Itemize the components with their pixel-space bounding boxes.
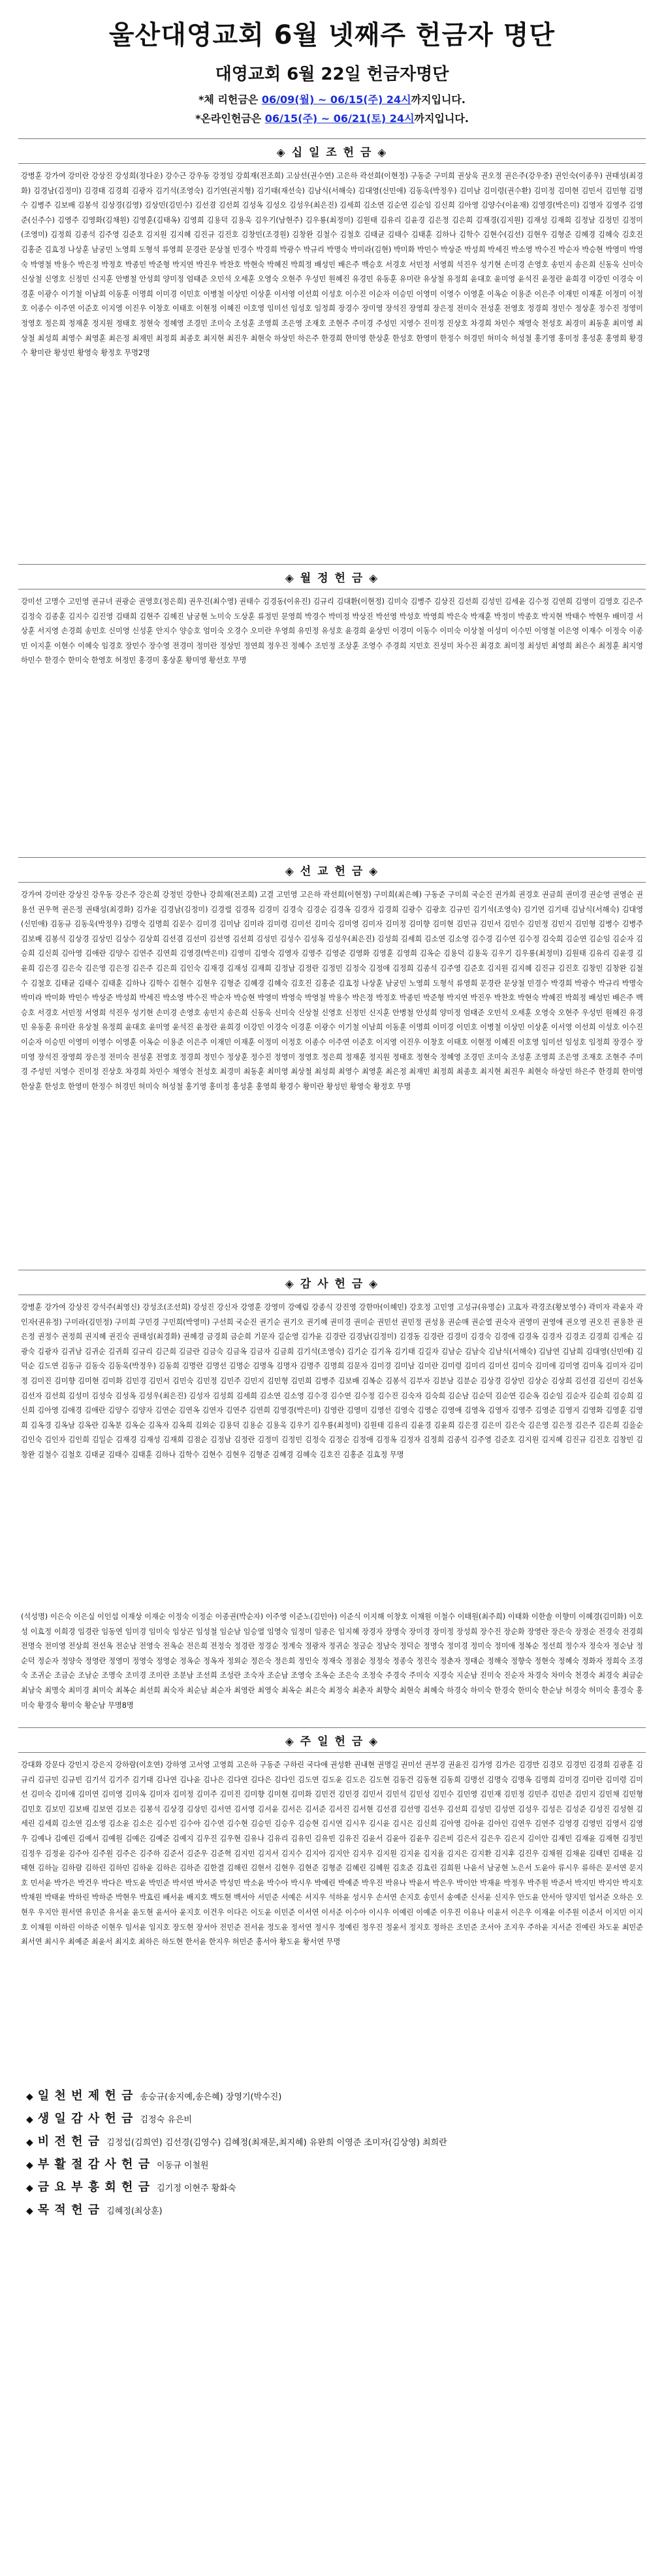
misc-row-friday-revival [26, 2178, 638, 2201]
misc-row-vision [26, 2132, 638, 2155]
misc-label-text: 생 일 감 사 헌 금 [37, 2112, 134, 2126]
section-sunday-heading: ◈ 주 일 헌 금 ◈ [18, 1727, 646, 1753]
misc-label-text: 금 요 부 흥 회 헌 금 [37, 2180, 151, 2194]
section-mission-heading: ◈ 선 교 헌 금 ◈ [18, 857, 646, 883]
misc-label-purpose [26, 2201, 100, 2218]
notice-online-prefix: *온라인헌금은 [195, 112, 265, 125]
misc-value-easter: 이동규 이철원 [157, 2161, 209, 2171]
misc-label-thousand [26, 2086, 133, 2103]
notice-transfer-suffix: 까지입니다. [411, 93, 466, 106]
section-thanks-names-1: 강병훈 강가여 강상진 강석주(최영신) 강성조(조선희) 강성진 강신자 강영훈 강영미 강예림 강종식 강진영 강한마(이혜민) 강호정 고민영 고성규(유명순) 고효자 곽경조(황보영수) 곽미자 곽윤자 곽인자(권유정) 구미라(김민정) 구미희 구민경 구민희(박영미) 구선희 국순진 권기순 권기오 권기혜 권미경 권미순 권민선 권민정 권성용 권순매 권순열 권숙자 권영미 권영애 권오영 권오진 권용찬 권은정 권정수 권정희 권지혜 권진숙 권태성(최경화) 권혜경 금경희 금순희 기문자 길순영 김가윤 김경란 김경남(김정미) 김경동 김경란 김경미 김경숙 김경애 김경옥 김경자 김경조 김경희 김계순 김광숙 김광자 김귀남 김귀순 김귀희 김규리 김근희 김금란 김금숙 김금옥 김금자 김금희 김기석(조영숙) 김기순 김기옥 김기태 김길자 김남순 김남숙 김남식(서해숙) 김남연 김남희 김대영(신민애) 김덕순 김도연 김동규 김동숙 김동욱(박정우) 김동희 김명란 김명선 김명순 김명옥 김명자 김명주 김명희 김문자 김미경 김미남 김미란 김미령 김미리 김미선 김미숙 김미애 김미영 김미옥 김미자 김미정 김미진 김미향 김미현 김미화 김민경 김민서 김민숙 김민정 김민주 김민지 김민형 김민희 김병주 김보배 김복순 김봉석 김부자 김분남 김분순 김상경 김상민 김상순 김상희 김선겸 김선미 김선옥 김선자 김선희 김성미 김성숙 김성옥 김성우(최은진) 김성자 김성희 김세희 김소연 김소영 김수경 김수연 김수정 김수진 김숙자 김숙희 김순남 김순덕 김순연 김순옥 김순임 김순자 김순희 김승희 김신희 김아영 김애경 김애란 김양수 김양자 김연순 김연옥 김연자 김연주 김연희 김영경(박은미) 김영란 김영미 김영선 김영숙 김영순 김영애 김영옥 김영자 김영주 김영준 김영지 김영화 김영훈 김영희 김옥경 김옥남 김옥란 김옥분 김옥순 김옥자 김옥희 김외순 김용덕 김용순 김용욱 김우기 김우룡(최정미) 김원태 김유리 김윤경 김윤희 김은경 김은미 김은숙 김은영 김은정 김은주 김은희 김을순 김인숙 김인자 김인희 김일순 김재경 김재성 김재희 김점순 김정남 김정란 김정미 김정민 김정숙 김정순 김정애 김정옥 김정자 김정희 김종석 김주영 김준호 김지원 김지혜 김진규 김진호 김창민 김창완 김철수 김철호 김태균 김태수 김태훈 김하나 김학수 김현수 김현우 김형준 김혜경 김혜숙 김호진 김홍준 김효정 무명 [21, 1303, 643, 1459]
section-monthly [18, 564, 646, 851]
section-thanks-names-2: (석성명) 이은숙 이은실 이인섭 이재상 이재순 이정숙 이정순 이종권(박순자) 이주영 이준노(김민아) 이준식 이지해 이창호 이채원 이철수 이태원(최주희) 이태화 이한솔 이향미 이혜경(김미화) 이호성 이효정 이희경 임경란 임동연 임미경 임미숙 임상곤 임성철 임순남 임승열 임영숙 임정미 임종은 임지혜 장경자 장명숙 장미경 장미정 장성희 장수진 장순화 장영란 장은숙 장정순 전경숙 전경희 전명숙 전미영 전상희 전선옥 전순남 전영숙 전옥순 전은희 전정숙 정경란 정경순 정계숙 정광자 정귀순 정금순 정남숙 정덕순 정명숙 정미경 정미숙 정미애 정복순 정선희 정수자 정숙자 정순남 정순덕 정순자 정양숙 정영란 정영미 정영숙 정영순 정옥순 정옥자 정외순 정은숙 정은희 정인숙 정재숙 정점순 정정숙 정종숙 정진숙 정춘자 정태순 정해숙 정향숙 정현숙 정혜숙 정화자 정희숙 조경숙 조귀순 조금순 조남순 조명숙 조미경 조미란 조분남 조선희 조성란 조숙자 조순남 조영숙 조옥순 조은숙 조정숙 주경숙 주미숙 지경숙 지순남 진미숙 진순자 차경숙 차미숙 천경숙 최경숙 최금순 최남숙 최명숙 최미경 최미숙 최복순 최선희 최숙자 최순남 최순자 최영란 최영숙 최옥순 최은숙 최정숙 최춘자 최향숙 최현숙 최혜숙 하경숙 하미숙 한경숙 한미숙 한순남 허경숙 허미숙 홍경숙 홍미숙 황경숙 황미숙 황순남 무명8명 [21, 1612, 643, 1710]
page-subtitle: 대영교회 6월 22일 헌금자명단 [215, 65, 449, 84]
misc-value-vision: 김정섭(김희연) 김선경(김영수) 김혜정(최재문,최지혜) 유완희 이영준 조미자(김상영) 최희란 [106, 2138, 447, 2148]
misc-label-birthday [26, 2109, 133, 2126]
misc-value-birthday: 김정숙 유은비 [140, 2115, 192, 2125]
misc-label-friday-revival [26, 2178, 150, 2195]
section-monthly-names: 강미선 고명수 고민영 권규녀 권광순 권영호(정은희) 권우진(최수영) 권태수 김경동(이유진) 김규리 김대환(이현정) 김미숙 김병주 김상진 김선희 김성민 김세윤 김수정 김연희 김영미 김영호 김은주 김정숙 김종훈 김지수 김진영 김태희 김현주 김혜진 남궁현 노미숙 도상훈 류정민 문영희 박경수 박미정 박상진 박선영 박성호 박영희 박은숙 박재훈 박정미 박종호 박지현 박태수 박현우 배미경 서상훈 서지영 손경희 송민호 신미영 신성훈 안지수 양승호 엄미숙 오경수 오미란 우영희 유민정 유성호 윤경희 윤상민 이경미 이동수 이미숙 이상철 이성미 이수민 이영철 이은영 이재수 이정숙 이종민 이지훈 이현수 이혜숙 임경호 장민수 장수영 전경미 정미란 정상민 정연희 정우진 정혜수 조민정 조상훈 조영수 주경희 지민호 진성미 차수진 최경호 최미정 최성민 최영희 최은수 최정훈 최지영 하민수 한경수 한미숙 한영호 허정민 홍경미 홍상훈 황미영 황선호 무명 [21, 597, 643, 665]
section-monthly-heading: ◈ 월 정 헌 금 ◈ [18, 564, 646, 589]
diamond-icon: ◆ [26, 2114, 34, 2125]
misc-row-birthday [26, 2109, 638, 2132]
notice-online-period: 06/15(주) ~ 06/21(토) 24시 [264, 112, 415, 125]
misc-value-thousand: 송승규(송지예,송은혜) 장영기(박수진) [140, 2092, 282, 2102]
section-tithe [18, 138, 646, 558]
notice-transfer-prefix: *체 리헌금은 [198, 93, 262, 106]
misc-label-text: 비 전 헌 금 [37, 2135, 101, 2148]
misc-label-easter [26, 2155, 150, 2172]
misc-row-thousand [26, 2086, 638, 2109]
notice-online-suffix: 까지입니다. [414, 112, 469, 125]
section-mission-names: 강가여 강미란 강상진 강우동 강은주 강은희 강정민 강한나 강희재(전조희) 고결 고민영 고은하 곽선희(이현정) 구미희(최은혜) 구동준 구미희 국순진 권가희 권경호 권금희 권미경 권순영 권영순 권용선 권우혁 권은정 권태성(최경화) 김가윤 김경남(김정미) 김경렬 김경목 김경미 김경숙 김경순 김경옥 김경자 김경희 김광수 김광호 김규민 김기석(조영숙) 김기연 김기태 김남식(서해숙) 김대영(신민애) 김동규 김동욱(박정우) 김명숙 김명희 김문수 김미경 김미남 김미라 김미령 김미선 김미숙 김미영 김미자 김미정 김미향 김미현 김민규 김민서 김민수 김민정 김민지 김민형 김병수 김병주 김보배 김봉석 김상경 김상민 김상수 김상희 김선겸 김선미 김선영 김선희 김성민 김성수 김성옥 김성우(최은진) 김성희 김세희 김소연 김소영 김수경 김수연 김수정 김숙희 김순연 김순임 김순자 김승희 김신희 김아영 김애란 김양수 김연주 김연희 김영경(박은미) 김영미 김영숙 김영자 김영주 김영준 김영화 김영훈 김영희 김옥순 김용덕 김용욱 김우기 김우룡(최정미) 김원태 김유리 김윤경 김윤희 김은경 김은숙 김은영 김은정 김은주 김은희 김인숙 김재경 김재성 김재희 김정남 김정란 김정민 김정숙 김정애 김정희 김종석 김주영 김준호 김지원 김지혜 김진규 김진호 김창민 김창완 김철수 김철호 김태균 김태수 김태훈 김하나 김학수 김현수 김현우 김형준 김혜경 김혜숙 김호진 김홍준 김효정 나상훈 남궁민 노영희 도형석 류영희 문경란 문상철 민경수 박경희 박광수 박규리 박명숙 박미라 박미화 박민수 박상준 박성희 박세진 박소영 박수진 박순자 박승현 박영미 박영숙 박영철 박용수 박은정 박정호 박종민 박준형 박지연 박진우 박찬호 박현숙 박혜진 박희정 배성민 배은주 백승호 서경호 서민정 서영희 석진우 성기현 손미경 손영호 송민지 송은희 신동욱 신미숙 신상철 신영호 신정민 신지훈 안병철 안성희 양미정 엄태준 오민석 오세훈 오영숙 오현주 우성민 원혜진 유경민 유동훈 유미란 유상철 유정희 윤대호 윤미영 윤석진 윤정란 윤희경 이강민 이경숙 이경훈 이광수 이기철 이남희 이동훈 이명희 이미경 이민호 이병철 이상민 이상훈 이서영 이선희 이성호 이수진 이순자 이승민 이영미 이영수 이영훈 이옥순 이용준 이은주 이재민 이재훈 이정미 이정호 이종수 이주연 이준호 이지영 이진우 이창호 이태호 이현정 이혜진 이호영 임미선 임성호 임정희 장경수 장미영 장석진 장영희 장은정 전미숙 전성훈 전영호 정경희 정민수 정상훈 정수진 정영미 정영호 정은희 정재훈 정지원 정태호 정현숙 정혜영 조경민 조미숙 조성훈 조영희 조은영 조재호 조현주 주미경 주성민 지영수 진미정 진상호 차경희 차민수 채영숙 천성호 최경미 최동훈 최미영 최상철 최성희 최영수 최영훈 최은정 최재민 최정희 최종호 최지현 최진우 최현숙 하상민 하은주 한경희 한미영 한상훈 한성호 한영미 한정수 허경민 허미숙 허성철 홍기영 홍미정 홍성훈 홍영희 황경수 황미란 황성민 황영숙 황정호 무명 [21, 890, 643, 1091]
page-title: 울산대영교회 6월 넷째주 헌금자 명단 [108, 20, 556, 50]
diamond-icon: ◆ [26, 2183, 34, 2193]
diamond-icon: ◆ [26, 2206, 34, 2216]
misc-label-vision [26, 2132, 100, 2149]
misc-label-text: 목 적 헌 금 [37, 2203, 101, 2217]
section-tithe-heading: ◈ 십 일 조 헌 금 ◈ [18, 138, 646, 164]
misc-value-purpose: 김혜정(최상훈) [106, 2207, 163, 2216]
section-sunday [18, 1727, 646, 2075]
section-sunday-names: 강대화 강문다 강민지 강은지 강하람(이호연) 강하영 고서영 고영희 고은하 구동준 구하린 국다애 권성환 권내현 권명길 권미선 권부경 권윤진 김가영 김가은 김경만 김경모 김경민 김경희 김광훈 김규리 김규민 김규빈 김기석 김기주 김기태 김나연 김나윤 김나은 김다연 김다은 김다인 김도연 김도윤 김도은 김도현 김동건 김동현 김동희 김명선 김명숙 김명옥 김명희 김미경 김미란 김미령 김미선 김미숙 김미애 김미연 김미영 김미옥 김미자 김미정 김미주 김미진 김미향 김미현 김미화 김민건 김민경 김민서 김민석 김민성 김민수 김민영 김민재 김민정 김민주 김민준 김민지 김민채 김민형 김민호 김보민 김보배 김보연 김보은 김봉석 김상경 김상민 김서연 김서영 김서윤 김서은 김서준 김서진 김서현 김선겸 김선영 김선우 김선희 김성민 김성연 김성우 김성은 김성준 김성진 김성현 김세린 김세희 김소연 김소영 김소윤 김소은 김수빈 김수아 김수연 김수현 김승민 김승우 김승현 김시연 김시우 김시윤 김시은 김신희 김아영 김아윤 김아인 김연우 김연주 김영경 김영민 김영서 김영우 김예나 김예린 김예서 김예원 김예은 김예준 김예지 김우진 김우현 김유나 김유리 김유민 김유빈 김유진 김윤서 김윤아 김윤우 김은비 김은서 김은우 김은지 김이안 김재민 김재윤 김재현 김정민 김정우 김정윤 김주아 김주원 김주은 김주하 김준서 김준우 김준혁 김지민 김지서 김지수 김지아 김지안 김지우 김지원 김지윤 김지율 김지은 김지환 김지후 김진우 김채원 김채윤 김태민 김태윤 김태현 김하늘 김하람 김하린 김하민 김하윤 김하은 김하준 김한결 김해린 김현서 김현우 김현준 김형준 김혜린 김혜원 김호준 김효린 김희원 나윤서 남궁현 노은서 도윤아 류시우 류하은 문서연 문지호 민서윤 박가은 박건우 박다은 박도윤 박민준 박서연 박서준 박성민 박소윤 박수아 박시우 박예린 박예준 박우진 박유나 박윤서 박은우 박이안 박재윤 박정우 박주원 박준서 박지민 박지안 박지호 박채원 박태윤 박하린 박하준 박현우 박효린 배서윤 배지호 백도현 백서아 서민준 서예은 서지우 석하윤 성시우 손서연 손지호 송민서 송예준 신서윤 신지우 안도윤 안서아 양지민 엄서준 오하은 오현우 우지안 원서연 유민준 유서윤 윤도현 윤서아 윤지호 이건우 이다은 이도윤 이민준 이서연 이서준 이수아 이시우 이예린 이예준 이우진 이유나 이윤서 이은우 이재윤 이주원 이준서 이지민 이지호 이채원 이하린 이하준 이현우 임서윤 임지호 장도현 장서아 전민준 전서윤 정도윤 정서연 정시우 정예린 정우진 정윤서 정지호 정하은 조민준 조서아 조지우 주하윤 지서준 진예린 차도윤 최민준 최서연 최시우 최예준 최윤서 최지호 최하은 하도현 한서윤 한지우 허민준 홍서아 황도윤 황서연 무명 [21, 1761, 643, 1947]
section-tithe-names: 강병훈 강가여 강미란 강상진 강성희(정다운) 강수근 강우동 강정임 강희재(전조희) 고삼선(권수연) 고은하 곽선희(이현정) 구동준 구미희 권상욱 권오정 권은주(강우중) 권인숙(이종우) 권태성(최경화) 김경남(김정미) 김경태 김경희 김광자 김기석(조영숙) 김기연(권지형) 김기태(재선숙) 김남식(서해숙) 김대영(신민애) 김동욱(박정우) 김미남 김미령(권수환) 김미정 김미현 김민서 김민형 김명수 김병주 김보배 김봉석 김상경(김영) 김상민(김민수) 김선겸 김선희 김성옥 김성오 김성우(최은진) 김세희 김소연 김순연 김순임 김신희 김아영 김양수(이윤재) 김영경(박은미) 김영자 김영주 김영준(신주수) 김영주 김영화(김채원) 김영훈(김태옥) 김영희 김용덕 김용욱 김우기(남현주) 김우룡(최정미) 김원태 김유리 김윤경 김은정 김은희 김재경(김지원) 김재성 김재희 김정남 김정민 김정미(조영미) 김정희 김종석 김주영 김준호 김지원 김지혜 김진규 김진호 김창민(조경원) 김창완 김철수 김철호 김태균 김태수 김태훈 김하나 김학수 김현수(김선) 김현우 김형준 김혜경 김혜숙 김호진 김홍준 김효정 나상훈 남궁민 노영희 도형석 류영희 문경란 문상철 민경수 박경희 박광수 박규리 박명숙 박미라(김현) 박미화 박민수 박상준 박성희 박세진 박소영 박수진 박순자 박승현 박영미 박영숙 박영철 박용수 박은정 박정호 박종민 박준형 박지연 박진우 박찬호 박현숙 박혜진 박희정 배성민 배은주 백승호 서경호 서민정 서영희 석진우 성기현 손미경 손영호 송민지 송은희 신동욱 신미숙 신상철 신영호 신정민 신지훈 안병철 안성희 양미정 엄태준 오민석 오세훈 오영숙 오현주 우성민 원혜진 유경민 유동훈 유미란 유상철 유정희 윤대호 윤미영 윤석진 윤정란 윤희경 이강민 이경숙 이경훈 이광수 이기철 이남희 이동훈 이명희 이미경 이민호 이병철 이상민 이상훈 이서영 이선희 이성호 이수진 이순자 이승민 이영미 이영수 이영훈 이옥순 이용준 이은주 이재민 이재훈 이정미 이정호 이종수 이주연 이준호 이지영 이진우 이창호 이태호 이현정 이혜진 이호영 임미선 임성호 임정희 장경수 장미영 장석진 장영희 장은정 전미숙 전성훈 전영호 정경희 정민수 정상훈 정수진 정영미 정영호 정은희 정재훈 정지원 정태호 정현숙 정혜영 조경민 조미숙 조성훈 조영희 조은영 조재호 조현주 주미경 주성민 지영수 진미정 진상호 차경희 차민수 채영숙 천성호 최경미 최동훈 최미영 최상철 최성희 최영수 최영훈 최은정 최재민 최정희 최종호 최지현 최진우 최현숙 하상민 하은주 한경희 한미영 한상훈 한성호 한영미 한정수 허경민 허미숙 허성철 홍기영 홍미정 홍성훈 홍영희 황경수 황미란 황성민 황영숙 황정호 무명2명 [21, 172, 643, 358]
diamond-icon: ◆ [26, 2160, 34, 2171]
notice-transfer-period: 06/09(월) ~ 06/15(주) 24시 [261, 93, 411, 106]
misc-row-purpose [26, 2201, 638, 2223]
diamond-icon: ◆ [26, 2137, 34, 2148]
misc-label-text: 일 천 번 제 헌 금 [37, 2089, 134, 2103]
notice-online [0, 110, 664, 125]
misc-value-friday-revival: 김기정 이현주 황화숙 [157, 2184, 236, 2193]
misc-label-text: 부 활 절 감 사 헌 금 [37, 2158, 151, 2171]
diamond-icon: ◆ [26, 2092, 34, 2102]
section-thanks-heading: ◈ 감 사 헌 금 ◈ [18, 1270, 646, 1295]
notice-transfer [0, 91, 664, 106]
section-thanks [18, 1270, 646, 1721]
section-mission [18, 857, 646, 1263]
misc-row-easter [26, 2155, 638, 2178]
misc-offerings [26, 2086, 638, 2223]
